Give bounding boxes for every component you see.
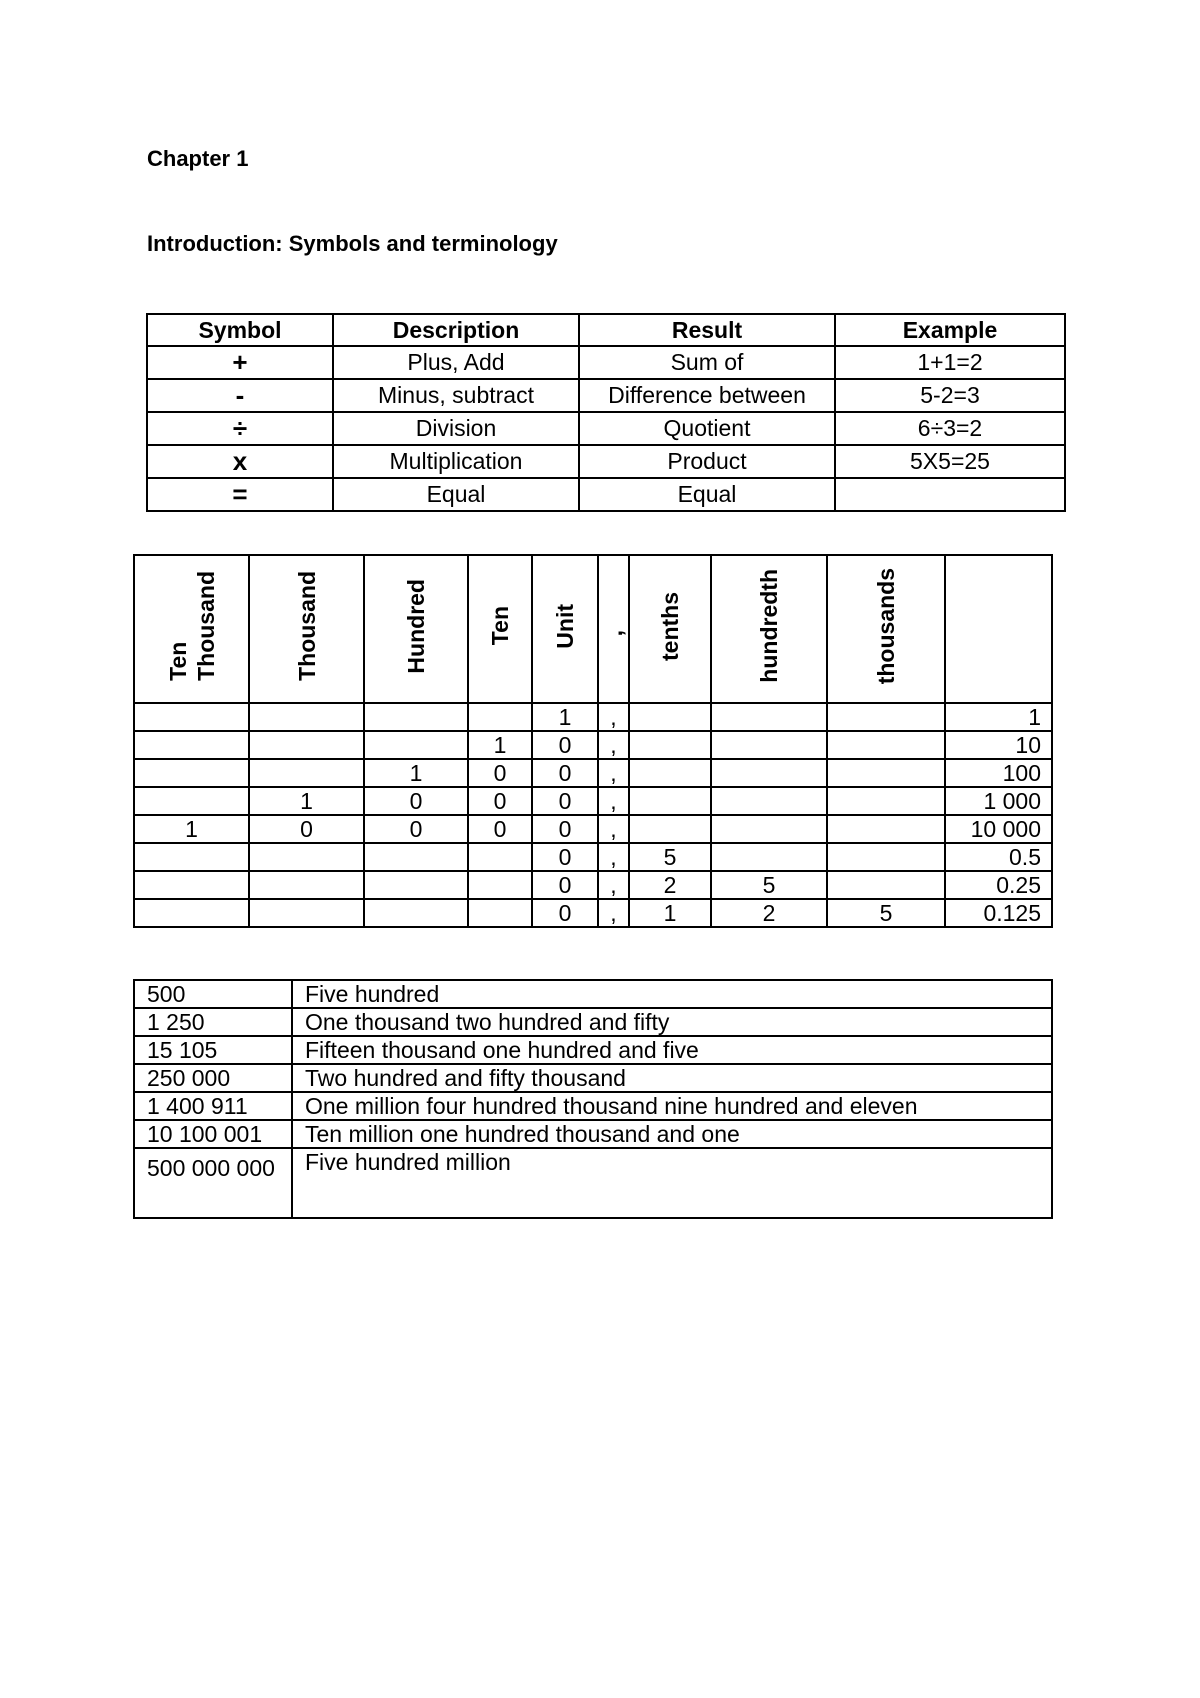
total-cell: 100 xyxy=(945,759,1052,787)
number-cell: 1 250 xyxy=(134,1008,292,1036)
symbols-row xyxy=(147,379,1065,412)
place-value-body xyxy=(134,703,1052,927)
digit-cell xyxy=(134,703,249,731)
result-cell: Sum of xyxy=(579,346,835,379)
number-cell: 500 000 000 xyxy=(134,1148,292,1218)
symbols-row xyxy=(147,478,1065,511)
digit-cell: , xyxy=(598,871,629,899)
digit-cell xyxy=(468,843,532,871)
digit-cell xyxy=(249,843,364,871)
digit-cell xyxy=(134,843,249,871)
place-value-row xyxy=(134,843,1052,871)
digit-cell xyxy=(827,815,945,843)
header-thousands: thousands xyxy=(827,555,945,703)
digit-cell: , xyxy=(598,843,629,871)
place-value-table xyxy=(133,554,1053,928)
digit-cell: 1 xyxy=(134,815,249,843)
digit-cell xyxy=(364,703,468,731)
header-hundred: Hundred xyxy=(364,555,468,703)
words-cell: Ten million one hundred thousand and one xyxy=(292,1120,1052,1148)
digit-cell xyxy=(249,871,364,899)
digit-cell: 5 xyxy=(827,899,945,927)
digit-cell: , xyxy=(598,703,629,731)
header-example: Example xyxy=(835,314,1065,346)
number-cell: 1 400 911 xyxy=(134,1092,292,1120)
digit-cell xyxy=(249,703,364,731)
digit-cell: 0 xyxy=(532,871,598,899)
number-cell: 250 000 xyxy=(134,1064,292,1092)
number-words-row xyxy=(134,1120,1052,1148)
header-symbol: Symbol xyxy=(147,314,333,346)
digit-cell xyxy=(711,843,827,871)
total-cell: 0.5 xyxy=(945,843,1052,871)
digit-cell: 0 xyxy=(468,759,532,787)
header-unit: Unit xyxy=(532,555,598,703)
total-cell: 0.25 xyxy=(945,871,1052,899)
symbol-cell: ÷ xyxy=(147,412,333,445)
digit-cell: , xyxy=(598,731,629,759)
digit-cell: 2 xyxy=(629,871,711,899)
place-value-row xyxy=(134,787,1052,815)
header-ten: Ten xyxy=(468,555,532,703)
digit-cell xyxy=(827,871,945,899)
description-cell: Minus, subtract xyxy=(333,379,579,412)
number-words-row xyxy=(134,980,1052,1008)
digit-cell xyxy=(364,899,468,927)
example-cell: 5-2=3 xyxy=(835,379,1065,412)
place-value-row xyxy=(134,899,1052,927)
place-value-row xyxy=(134,815,1052,843)
digit-cell: 0 xyxy=(249,815,364,843)
digit-cell xyxy=(827,759,945,787)
header-hundredth: hundredth xyxy=(711,555,827,703)
digit-cell: , xyxy=(598,815,629,843)
number-cell: 500 xyxy=(134,980,292,1008)
intro-title: Introduction: Symbols and terminology xyxy=(147,231,558,256)
header-ten-thousand: Ten Thousand xyxy=(134,555,249,703)
digit-cell: , xyxy=(598,899,629,927)
digit-cell xyxy=(364,731,468,759)
symbols-row xyxy=(147,445,1065,478)
digit-cell: 0 xyxy=(468,815,532,843)
words-cell: Five hundred million xyxy=(292,1148,1052,1218)
example-cell: 1+1=2 xyxy=(835,346,1065,379)
digit-cell xyxy=(134,899,249,927)
symbols-table xyxy=(146,313,1066,512)
digit-cell xyxy=(249,759,364,787)
total-cell: 10 000 xyxy=(945,815,1052,843)
result-cell: Quotient xyxy=(579,412,835,445)
digit-cell xyxy=(134,871,249,899)
number-words-body xyxy=(134,980,1052,1218)
place-value-row xyxy=(134,759,1052,787)
symbols-header-row xyxy=(147,314,1065,346)
digit-cell xyxy=(711,815,827,843)
words-cell: Two hundred and fifty thousand xyxy=(292,1064,1052,1092)
number-words-row xyxy=(134,1064,1052,1092)
digit-cell xyxy=(364,843,468,871)
digit-cell xyxy=(827,731,945,759)
number-words-row xyxy=(134,1008,1052,1036)
digit-cell xyxy=(468,899,532,927)
digit-cell xyxy=(711,787,827,815)
place-value-row xyxy=(134,703,1052,731)
header-thousand: Thousand xyxy=(249,555,364,703)
digit-cell xyxy=(827,787,945,815)
digit-cell xyxy=(134,731,249,759)
digit-cell: 0 xyxy=(532,787,598,815)
total-cell: 1 000 xyxy=(945,787,1052,815)
total-cell: 0.125 xyxy=(945,899,1052,927)
digit-cell xyxy=(468,871,532,899)
header-description: Description xyxy=(333,314,579,346)
digit-cell: 0 xyxy=(532,731,598,759)
description-cell: Plus, Add xyxy=(333,346,579,379)
digit-cell: 1 xyxy=(629,899,711,927)
words-cell: Fifteen thousand one hundred and five xyxy=(292,1036,1052,1064)
digit-cell: 0 xyxy=(532,815,598,843)
result-cell: Product xyxy=(579,445,835,478)
digit-cell xyxy=(827,703,945,731)
symbol-cell: + xyxy=(147,346,333,379)
number-cell: 15 105 xyxy=(134,1036,292,1064)
example-cell: 5X5=25 xyxy=(835,445,1065,478)
symbols-row xyxy=(147,346,1065,379)
header-tenths: tenths xyxy=(629,555,711,703)
place-value-header-row xyxy=(134,555,1052,703)
digit-cell: 5 xyxy=(629,843,711,871)
number-words-row xyxy=(134,1148,1052,1218)
digit-cell xyxy=(711,759,827,787)
digit-cell xyxy=(711,703,827,731)
digit-cell xyxy=(468,703,532,731)
symbol-cell: x xyxy=(147,445,333,478)
digit-cell xyxy=(629,703,711,731)
digit-cell: 1 xyxy=(468,731,532,759)
digit-cell xyxy=(629,759,711,787)
total-cell: 1 xyxy=(945,703,1052,731)
digit-cell: 0 xyxy=(532,899,598,927)
total-cell: 10 xyxy=(945,731,1052,759)
place-value-row xyxy=(134,871,1052,899)
digit-cell: 0 xyxy=(364,815,468,843)
example-cell: 6÷3=2 xyxy=(835,412,1065,445)
digit-cell xyxy=(629,815,711,843)
number-words-row xyxy=(134,1036,1052,1064)
symbol-cell: - xyxy=(147,379,333,412)
digit-cell xyxy=(364,871,468,899)
description-cell: Division xyxy=(333,412,579,445)
digit-cell: 0 xyxy=(364,787,468,815)
digit-cell xyxy=(629,787,711,815)
result-cell: Difference between xyxy=(579,379,835,412)
example-cell xyxy=(835,478,1065,511)
digit-cell xyxy=(827,843,945,871)
digit-cell: , xyxy=(598,759,629,787)
number-cell: 10 100 001 xyxy=(134,1120,292,1148)
words-cell: Five hundred xyxy=(292,980,1052,1008)
header-result: Result xyxy=(579,314,835,346)
digit-cell xyxy=(711,731,827,759)
result-cell: Equal xyxy=(579,478,835,511)
digit-cell: 1 xyxy=(364,759,468,787)
digit-cell xyxy=(134,787,249,815)
header-decimal-comma: , xyxy=(598,555,629,703)
digit-cell: , xyxy=(598,787,629,815)
words-cell: One million four hundred thousand nine hundred and eleven xyxy=(292,1092,1052,1120)
digit-cell: 1 xyxy=(532,703,598,731)
digit-cell: 2 xyxy=(711,899,827,927)
number-words-table xyxy=(133,979,1053,1219)
number-words-row xyxy=(134,1092,1052,1120)
digit-cell: 1 xyxy=(249,787,364,815)
header-total xyxy=(945,555,1052,703)
digit-cell: 0 xyxy=(532,843,598,871)
digit-cell xyxy=(629,731,711,759)
digit-cell: 0 xyxy=(468,787,532,815)
digit-cell xyxy=(249,731,364,759)
description-cell: Equal xyxy=(333,478,579,511)
symbol-cell: = xyxy=(147,478,333,511)
description-cell: Multiplication xyxy=(333,445,579,478)
chapter-title: Chapter 1 xyxy=(147,146,249,171)
place-value-row xyxy=(134,731,1052,759)
symbols-row xyxy=(147,412,1065,445)
words-cell: One thousand two hundred and fifty xyxy=(292,1008,1052,1036)
digit-cell: 0 xyxy=(532,759,598,787)
digit-cell: 5 xyxy=(711,871,827,899)
digit-cell xyxy=(249,899,364,927)
digit-cell xyxy=(134,759,249,787)
